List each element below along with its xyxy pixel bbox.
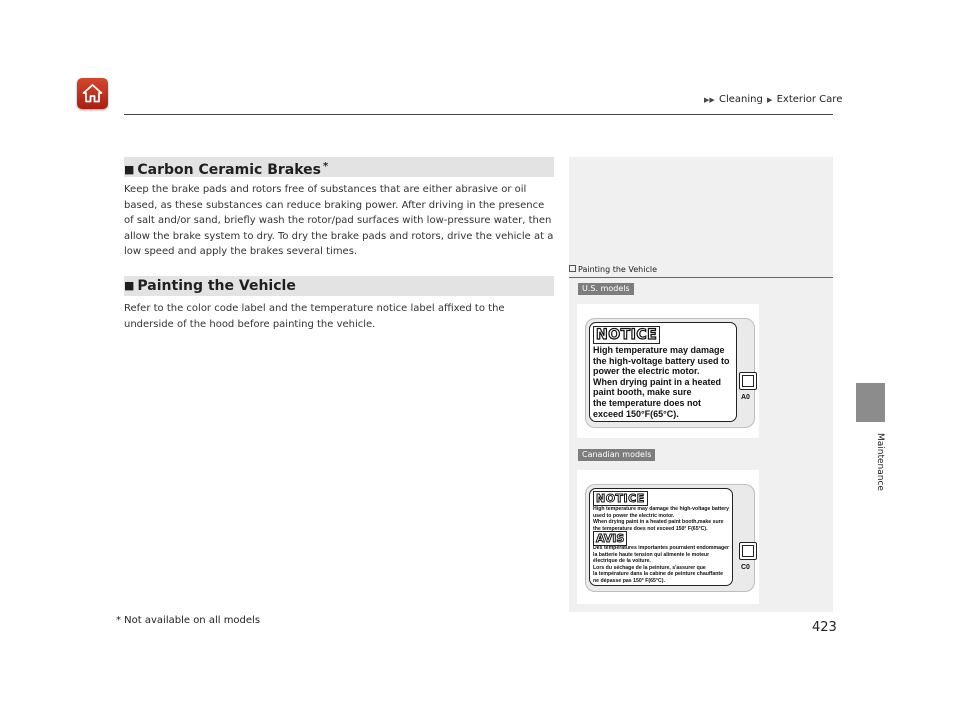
canadian-notice-label-image — [577, 470, 759, 604]
painting-the-vehicle-text: Refer to the color code label and the temperature notice label affixed to the underside of the hood before painting the vehicle. — [124, 303, 505, 330]
breadcrumb-item-exterior-care[interactable]: Exterior Care — [776, 94, 843, 105]
home-button[interactable] — [77, 78, 108, 109]
note-divider — [569, 277, 833, 278]
section-square-icon: ■ — [124, 163, 135, 176]
header-divider — [124, 114, 833, 115]
section-title: Painting the Vehicle — [137, 278, 296, 294]
breadcrumb-arrow-icon: ▶ — [767, 96, 773, 104]
section-title: Carbon Ceramic Brakes — [137, 162, 321, 178]
color-code-box — [739, 372, 757, 390]
notice-title: NOTICE — [593, 491, 648, 506]
notice-text: High temperature may damage the high-voltage battery used to power the electric motor. When drying paint in a heated paint booth, make sure the temperature does not exceed 150°F(65°C). — [593, 345, 730, 419]
chapter-tab[interactable] — [856, 383, 885, 422]
notice-text: High temperature may damage the high-voltage battery used to power the electric motor. When drying paint in a heated paint booth,make sure the temperature does not exceed 150° F(65°C). — [593, 506, 730, 532]
avis-text: Des températures importantes pourraient endommager la batterie haute tension qui alimente le moteur électrique de la voiture. Lors du séchage de la peinture, s'assurer que la température dans la cabine de peinture chauffante ne dépasse pas 150° F(65°C). — [593, 545, 730, 584]
note-heading-text: Painting the Vehicle — [578, 265, 657, 274]
note-reference-icon — [569, 265, 576, 272]
section-heading-carbon-ceramic-brakes — [124, 157, 554, 177]
chapter-tab-label: Maintenance — [875, 433, 885, 491]
footnote: * Not available on all models — [116, 615, 261, 626]
home-icon — [81, 82, 104, 105]
color-code-box — [739, 542, 757, 560]
breadcrumb-arrow-icon: ▶▶ — [704, 96, 715, 104]
us-notice-label-image — [577, 304, 759, 438]
notice-box — [589, 322, 737, 422]
color-code: A0 — [741, 394, 750, 401]
notice-title: NOTICE — [593, 326, 660, 344]
footnote-marker: * — [322, 161, 329, 172]
label-plate — [585, 318, 755, 428]
avis-title: AVIS — [593, 531, 627, 546]
breadcrumb-item-cleaning[interactable]: Cleaning — [718, 94, 763, 105]
page-number: 423 — [812, 620, 837, 635]
note-heading — [569, 265, 833, 274]
section-heading-painting-the-vehicle — [124, 276, 554, 296]
us-models-tag: U.S. models — [578, 283, 634, 295]
color-code: C0 — [741, 564, 750, 571]
notice-box — [589, 488, 733, 586]
breadcrumb — [703, 94, 842, 105]
canadian-models-tag: Canadian models — [578, 449, 655, 461]
carbon-ceramic-brakes-text: Keep the brake pads and rotors free of substances that are either abrasive or oil based, as these substances can reduce braking power. After driving in the presence of salt and/or sand, briefly wash the rotor/pad surfaces with low-pressure water, then allow the brake system to dry. To dry the brake pads and rotors, drive the vehicle at a low speed and apply the brakes several times. — [124, 184, 554, 257]
section-square-icon: ■ — [124, 279, 135, 292]
label-plate — [585, 484, 755, 592]
